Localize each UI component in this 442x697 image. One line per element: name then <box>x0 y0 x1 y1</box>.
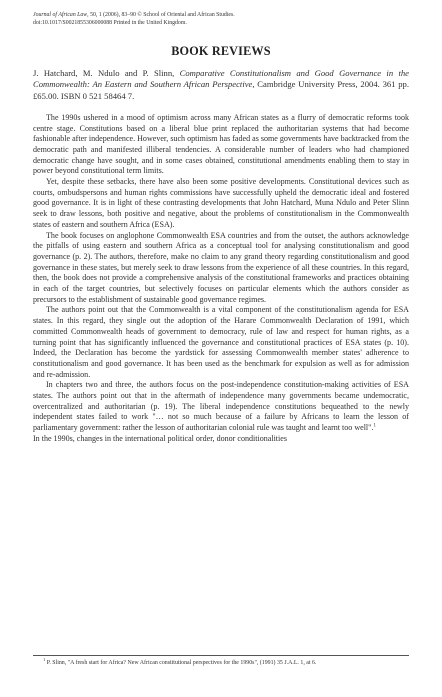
citation-authors: J. Hatchard, M. Ndulo and P. Slinn, <box>33 68 180 79</box>
review-paragraph-2: Yet, despite these setbacks, there have also been some positive developments. Constitutional devices such as courts, ombudspersons and human rights commissions have successfully upheld the democratic ideal and fostered good governance. It is in light of these contrasting developments that John Hatchard, Muna Ndulo and Peter Slinn seek to draw lessons, both positive and negative, about the problems of constitutionalism in the Commonwealth states of eastern and southern Africa (ESA). <box>33 177 409 229</box>
footnote <box>33 657 409 668</box>
review-paragraph-5-text: In chapters two and three, the authors focus on the post-independence constitution-making activities of ESA states. The authors point out that in the aftermath of independence many governments became undemocratic, overcentralized and authoritarian (p. 19). The liberal independence constitutions bequeathed to the newly independent states failed to work "… not so much because of a failure by Africans to learn the lesson of parliamentary government: rather the lesson of authoritarian colonial rule was taught and learnt too well". <box>33 380 409 433</box>
footnote-number: 1 <box>43 657 46 663</box>
review-paragraph-3: The book focuses on anglophone Commonwealth ESA countries and from the outset, the authors acknowledge the pitfalls of using eastern and southern Africa as a conceptual tool for analysing constitutionalism and good governance (p. 2). The authors, therefore, make no claim to any grand theory regarding constitutionalism and good governance in these states, but merely seek to draw lessons from the experience of all these countries. In this regard, then, the book does not provide a comprehensive analysis of the constitutional frameworks and practices obtaining in each of the target countries, but selectively focuses on particular elements which the authors consider as precursors to the establishment of sustainable good governance regimes. <box>33 230 409 304</box>
footnote-divider <box>33 655 409 656</box>
book-citation <box>33 68 409 102</box>
review-paragraph-1: The 1990s ushered in a mood of optimism across many African states as a flurry of democratic reforms took centre stage. Constitutions based on a liberal blue print replaced the authoritarian systems that had become fashionable after independence. However, such optimism has faded as some governments have backtracked from the democratic path and manifested illiberal tendencies. A considerable number of leaders who had championed democratic change have sought, and in some cases obtained, constitutional amendments enabling them to stay in power beyond constitutional term limits. <box>33 112 409 176</box>
journal-title: Journal of African Law <box>33 12 88 18</box>
journal-issue-info: , 50, 1 (2006), 83–90 © School of Oriental and African Studies. <box>87 12 235 18</box>
review-body <box>33 113 409 445</box>
review-paragraph-5 <box>33 380 409 434</box>
book-review-page <box>33 12 409 445</box>
journal-info-line <box>33 12 409 20</box>
footnote-item <box>33 657 409 668</box>
review-paragraph-4: The authors point out that the Commonwealth is a vital component of the constitutionalism agenda for ESA states. In this regard, they single out the adoption of the Harare Commonwealth Declaration of 1991, which committed Commonwealth heads of government to democracy, rule of law and respect for human rights, as a turning point that has significantly influenced the governance and constitutional practices of ESA states (p. 10). Indeed, the Declaration has become the yardstick for assessing Commonwealth member states' adherence to constitutionalism and good governance. It has been used as the benchmark for expulsion as well as for admission and re-admission. <box>33 305 409 379</box>
footnote-text: P. Slinn, "A fresh start for Africa? New African constitutional perspectives for the 1990s", (1991) 35 J.A.L. 1, at 6. <box>46 660 317 666</box>
citation-book-title: Comparative Constitutionalism and Good Governance in the Commonwealth: An Eastern and Southern African Perspective <box>33 68 409 90</box>
review-paragraph-6: In the 1990s, changes in the international political order, donor conditionalities <box>33 433 287 443</box>
footnote-reference[interactable]: 1 <box>373 423 376 429</box>
section-title: BOOK REVIEWS <box>171 44 271 59</box>
journal-header <box>33 12 409 27</box>
citation-publisher-info: , Cambridge University Press, 2004. 361 pp. £65.00. ISBN 0 521 58464 7. <box>33 79 409 101</box>
journal-doi-line: doi:10.1017/S0021855306000088 Printed in the United Kingdom. <box>33 19 187 26</box>
